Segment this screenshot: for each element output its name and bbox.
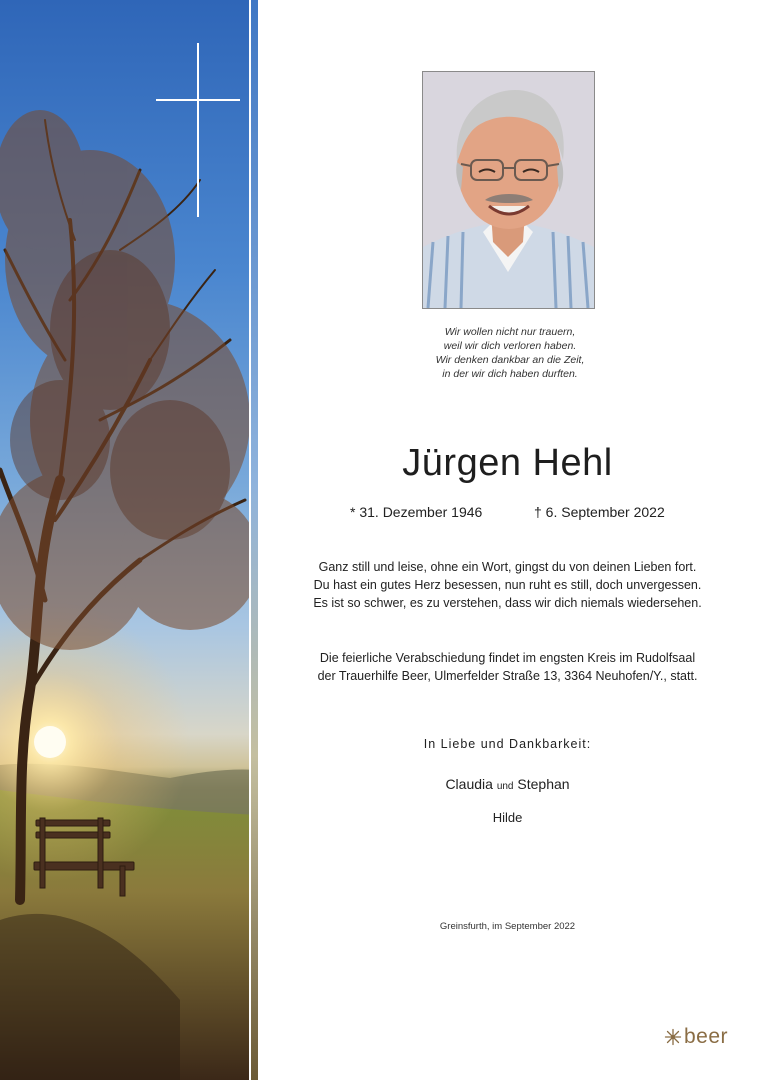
brand-name: beer: [684, 1025, 729, 1048]
cross-icon-bar: [156, 99, 240, 101]
brand-logo: [664, 1025, 728, 1049]
verse-line: Ganz still und leise, ohne ein Wort, gingst du von deinen Lieben fort.: [318, 560, 697, 574]
mourner-name: Stephan: [517, 776, 570, 792]
verse-line: Du hast ein gutes Herz besessen, nun ruht es still, doch unvergessen.: [313, 578, 702, 592]
ceremony-line: Die feierliche Verabschiedung findet im engsten Kreis im Rudolfsaal: [319, 651, 696, 665]
place-date: Greinsfurth, im September 2022: [439, 921, 576, 932]
memorial-poem: [340, 325, 680, 381]
closing-phrase: In Liebe und Dankbarkeit:: [423, 737, 592, 751]
mourner-connector: und: [496, 781, 514, 792]
verse-line: Es ist so schwer, es zu verstehen, dass wir dich niemals wiedersehen.: [313, 596, 702, 610]
poem-line: Wir wollen nicht nur trauern,: [444, 326, 576, 338]
portrait-photo: [423, 72, 594, 308]
mourner-name: Hilde: [492, 810, 523, 825]
birth-date: * 31. Dezember 1946: [350, 504, 483, 520]
poem-line: in der wir dich haben durften.: [442, 368, 578, 380]
beer-logo-icon: [664, 1028, 682, 1046]
ceremony-notice: [290, 649, 725, 685]
poem-line: weil wir dich verloren haben.: [443, 340, 577, 352]
cross-icon: [197, 43, 199, 217]
autumn-tree-photo: [0, 0, 258, 1080]
poem-line: Wir denken dankbar an die Zeit,: [435, 354, 585, 366]
deceased-portrait: [422, 71, 595, 309]
mourners-line: [300, 776, 715, 792]
memorial-verse: [290, 558, 725, 612]
deceased-name: Jürgen Hehl: [402, 442, 613, 484]
landscape-illustration: [0, 0, 258, 1080]
panel-edge-strip: [251, 0, 258, 1080]
mourner-name: Claudia: [445, 776, 493, 792]
death-date: † 6. September 2022: [534, 504, 665, 520]
ceremony-line: der Trauerhilfe Beer, Ulmerfelder Straße 13, 3364 Neuhofen/Y., statt.: [317, 669, 698, 683]
